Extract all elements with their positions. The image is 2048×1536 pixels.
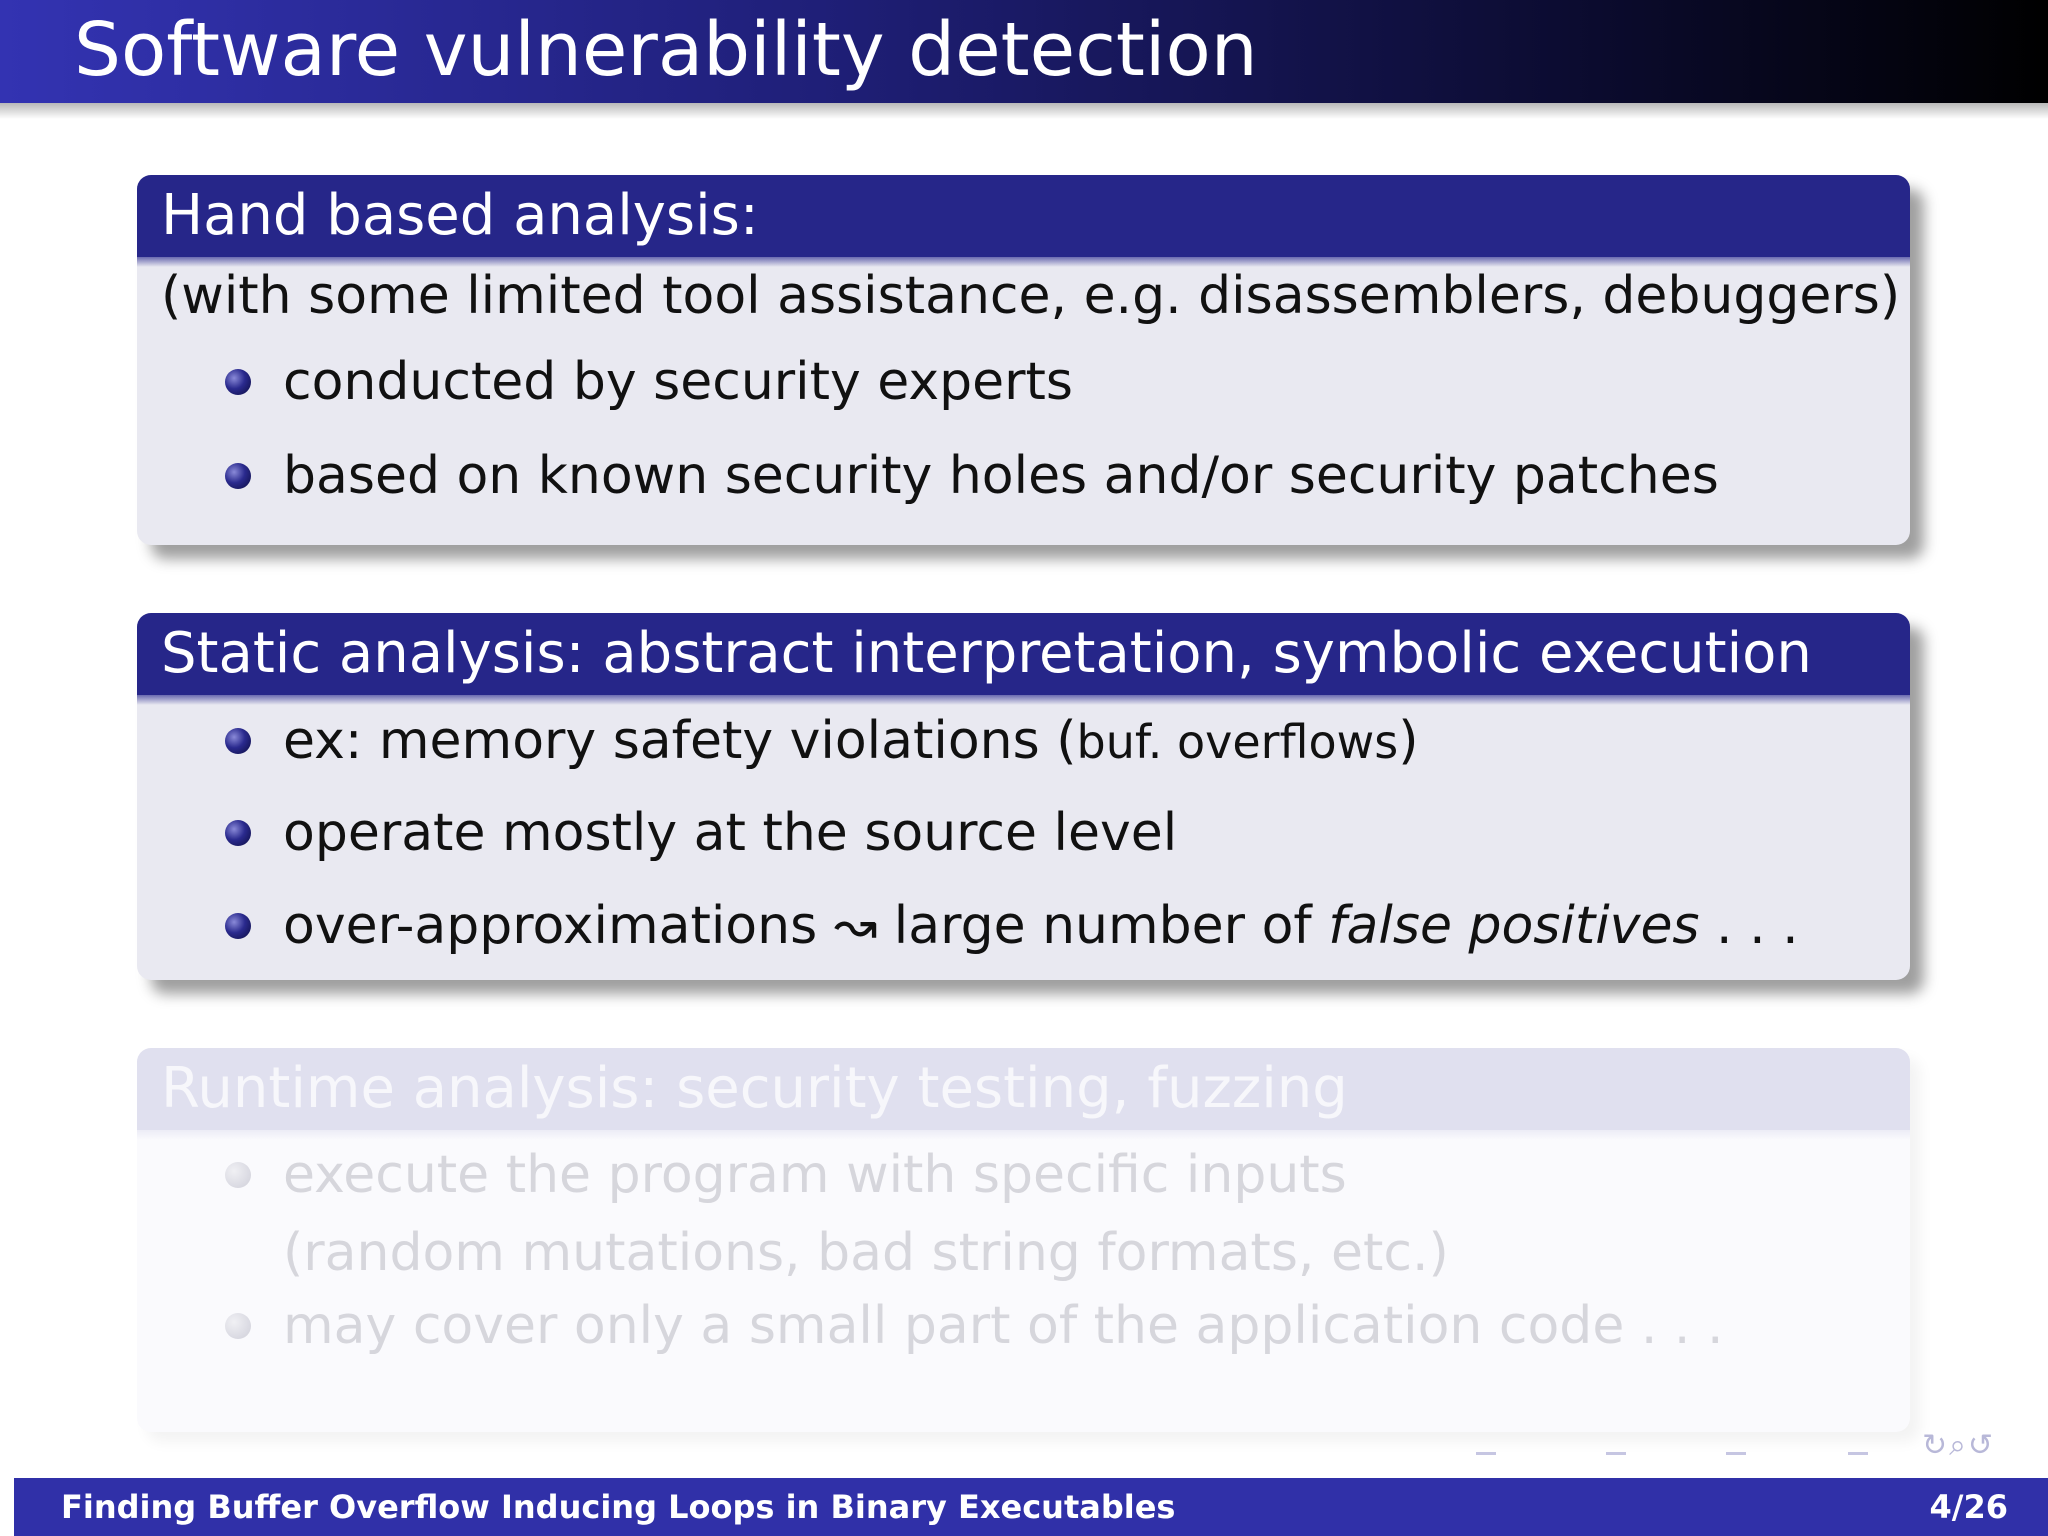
list-item: may cover only a small part of the application code . . . <box>283 1296 1724 1356</box>
slide-title: Software vulnerability detection <box>74 7 1258 93</box>
bullet-icon <box>225 369 251 395</box>
list-item: execute the program with specific inputs <box>283 1145 1347 1205</box>
nav-section-marker[interactable] <box>1476 1452 1496 1455</box>
navigation-icons[interactable]: ↻⌕↺ <box>1922 1428 1996 1463</box>
bullet-icon <box>225 820 251 846</box>
block-header <box>137 175 1910 257</box>
block-title: Hand based analysis: <box>161 183 759 248</box>
bullet-icon <box>225 463 251 489</box>
block-title: Static analysis: abstract interpretation, symbolic execution <box>161 621 1812 686</box>
nav-section-marker[interactable] <box>1848 1452 1868 1455</box>
bullet-icon <box>225 1313 251 1339</box>
bullet-icon <box>225 1162 251 1188</box>
list-item-continuation: (random mutations, bad string formats, etc.) <box>283 1223 1449 1283</box>
list-item: conducted by security experts <box>283 352 1074 412</box>
block-header <box>137 1048 1910 1130</box>
title-bar <box>0 0 2048 103</box>
bullet-icon <box>225 728 251 754</box>
list-item: operate mostly at the source level <box>283 803 1178 863</box>
title-shadow <box>0 103 2048 119</box>
nav-section-marker[interactable] <box>1606 1452 1626 1455</box>
block-runtime-analysis <box>137 1048 1910 1432</box>
list-item: based on known security holes and/or security patches <box>283 446 1719 506</box>
bullet-icon <box>225 913 251 939</box>
block-title: Runtime analysis: security testing, fuzzing <box>161 1056 1348 1121</box>
footer-bar <box>14 1478 2048 1536</box>
block-hand-analysis <box>137 175 1910 545</box>
list-item: ex: memory safety violations (buf. overflows) <box>283 711 1419 771</box>
list-item: over-approximations ↝ large number of false positives . . . <box>283 896 1799 956</box>
footer-title: Finding Buffer Overflow Inducing Loops in Binary Executables <box>61 1488 1176 1526</box>
block-static-analysis <box>137 613 1910 980</box>
page-number: 4/26 <box>1929 1488 2008 1526</box>
nav-section-marker[interactable] <box>1726 1452 1746 1455</box>
block-header <box>137 613 1910 695</box>
block-intro: (with some limited tool assistance, e.g. disassemblers, debuggers) <box>161 266 1901 326</box>
